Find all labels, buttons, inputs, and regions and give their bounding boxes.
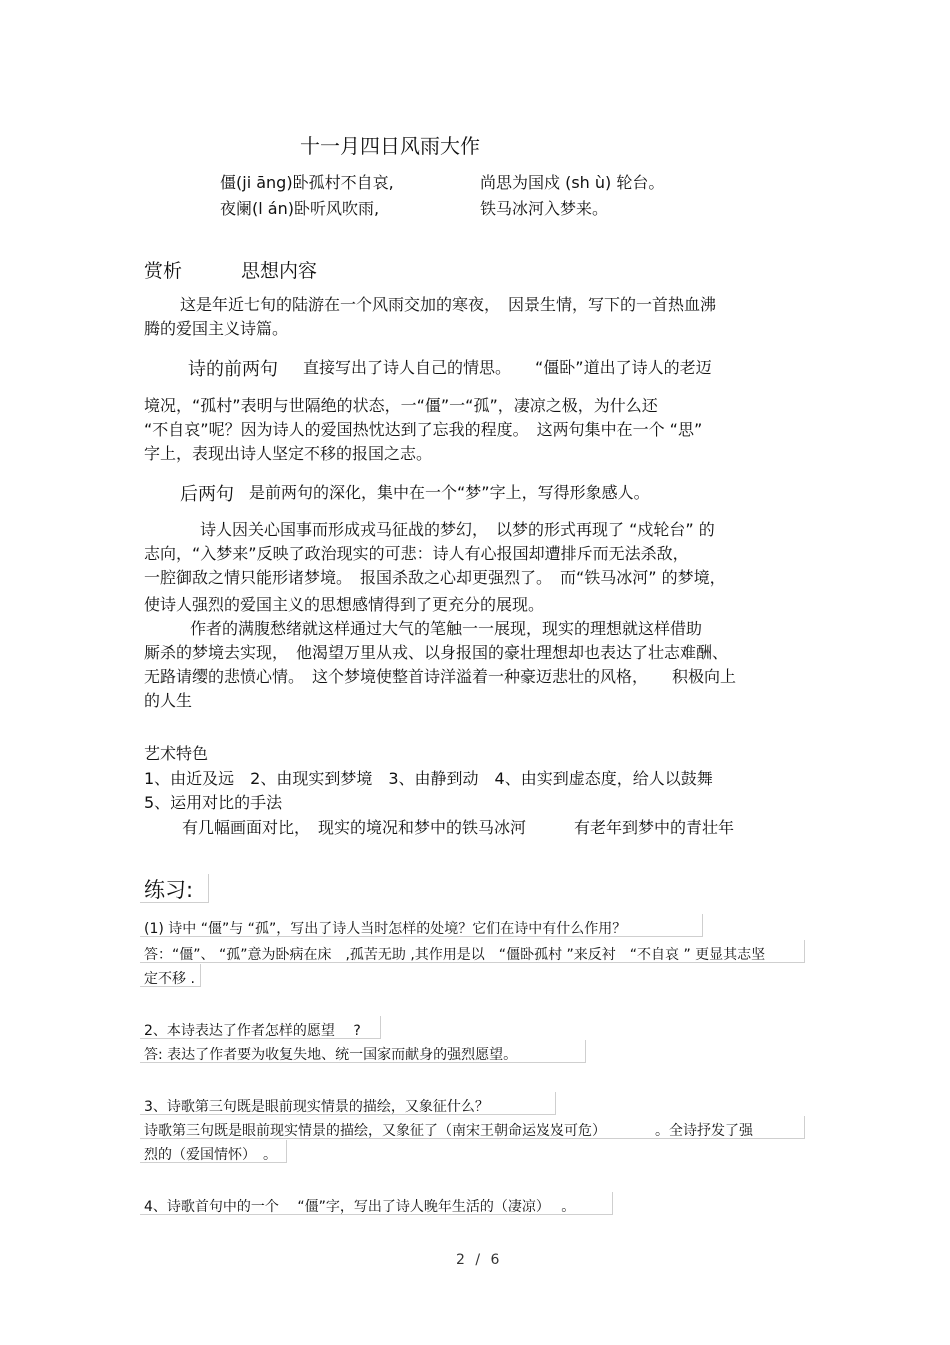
paragraph-5-line: 作者的满腹愁绪就这样通过大气的笔触一一展现，现实的理想就这样借助 — [190, 619, 703, 638]
poem-line-1a: 僵(ji āng)卧孤村不自哀, — [220, 173, 394, 192]
answer-1-line: 答：“僵”、 “孤”意为卧病在床 ,孤苦无助 ,其作用是以 “僵卧孤村 ”来反衬 “不自哀 ” 更显其志坚 — [144, 947, 766, 963]
analysis-subheading: 思想内容 — [241, 260, 318, 282]
paragraph-1-line: 这是年近七旬的陆游在一个风雨交加的寒夜， 因景生情，写下的一首热血沸 — [180, 295, 717, 314]
art-heading: 艺术特色 — [144, 744, 209, 763]
paragraph-4-line: 志向，“入梦来”反映了政治现实的可悲：诗人有心报国却遭排斥而无法杀敌， — [144, 544, 689, 563]
art-line: 5、运用对比的手法 — [144, 793, 283, 812]
answer-1-line: 定不移 . — [144, 971, 195, 987]
paragraph-3-lead: 后两句 — [180, 484, 234, 505]
page-current: 2 — [456, 1252, 465, 1268]
page-separator: / — [475, 1252, 481, 1268]
answer-3-line: 诗歌第三句既是眼前现实情景的描绘，又象征了（南宋王朝命运岌岌可危） 。全诗抒发了强 — [144, 1123, 753, 1139]
question-3: 3、诗歌第三句既是眼前现实情景的描绘，又象征什么？ — [144, 1099, 489, 1115]
answer-2: 答: 表达了作者要为收复失地、统一国家而献身的强烈愿望。 — [144, 1047, 518, 1063]
text-frame — [140, 874, 209, 903]
paragraph-5-line: 无路请缨的悲愤心情。 这个梦境使整首诗洋溢着一种豪迈悲壮的风格， 积极向上 — [144, 667, 737, 686]
question-2: 2、本诗表达了作者怎样的愿望 ? — [144, 1023, 361, 1039]
paragraph-2-line: 字上，表现出诗人坚定不移的报国之志。 — [144, 444, 433, 463]
analysis-heading: 赏析 — [144, 260, 183, 282]
question-4: 4、诗歌首句中的一个 “僵”字，写出了诗人晚年生活的（凄凉） 。 — [144, 1199, 576, 1215]
paragraph-2-line: 境况，“孤村”表明与世隔绝的状态，一“僵”一“孤”，凄凉之极，为什么还 — [144, 396, 658, 415]
paragraph-2-lead: 诗的前两句 — [188, 359, 278, 380]
paragraph-4-line: 使诗人强烈的爱国主义的思想感情得到了更充分的展现。 — [144, 595, 545, 614]
question-1: (1) 诗中 “僵”与 “孤”，写出了诗人当时怎样的处境？它们在诗中有什么作用？ — [144, 921, 627, 937]
poem-line-1b: 尚思为国戍 (sh ù) 轮台。 — [480, 173, 665, 192]
paragraph-1-line: 腾的爱国主义诗篇。 — [144, 319, 289, 338]
paragraph-2-line: “不自哀”呢？因为诗人的爱国热忱达到了忘我的程度。 这两句集中在一个 “思” — [144, 420, 703, 439]
paragraph-3-line: 是前两句的深化，集中在一个“梦”字上，写得形象感人。 — [249, 483, 650, 502]
page-title: 十一月四日风雨大作 — [300, 134, 480, 158]
exercise-heading: 练习: — [144, 878, 194, 902]
paragraph-4-line: 一腔御敌之情只能形诸梦境。 报国杀敌之心却更强烈了。 而“铁马冰河” 的梦境， — [144, 568, 726, 587]
page-number — [456, 1252, 499, 1268]
art-line: 1、由近及远 2、由现实到梦境 3、由静到动 4、由实到虚态度，给人以鼓舞 — [144, 769, 713, 788]
art-line: 有几幅画面对比， 现实的境况和梦中的铁马冰河 有老年到梦中的青壮年 — [182, 818, 735, 837]
answer-3-line: 烈的（爱国情怀） 。 — [144, 1147, 277, 1163]
poem-line-2b: 铁马冰河入梦来。 — [480, 199, 609, 218]
paragraph-5-line: 的人生 — [144, 691, 193, 710]
poem-line-2a: 夜阑(l án)卧听风吹雨, — [220, 199, 380, 218]
page-total: 6 — [490, 1252, 500, 1268]
paragraph-4-line: 诗人因关心国事而形成戎马征战的梦幻， 以梦的形式再现了 “戍轮台” 的 — [200, 520, 715, 539]
paragraph-5-line: 厮杀的梦境去实现， 他渴望万里从戎、以身报国的豪壮理想却也表达了壮志难酬、 — [144, 643, 729, 662]
paragraph-2-line: 直接写出了诗人自己的情思。 “僵卧”道出了诗人的老迈 — [303, 358, 712, 377]
